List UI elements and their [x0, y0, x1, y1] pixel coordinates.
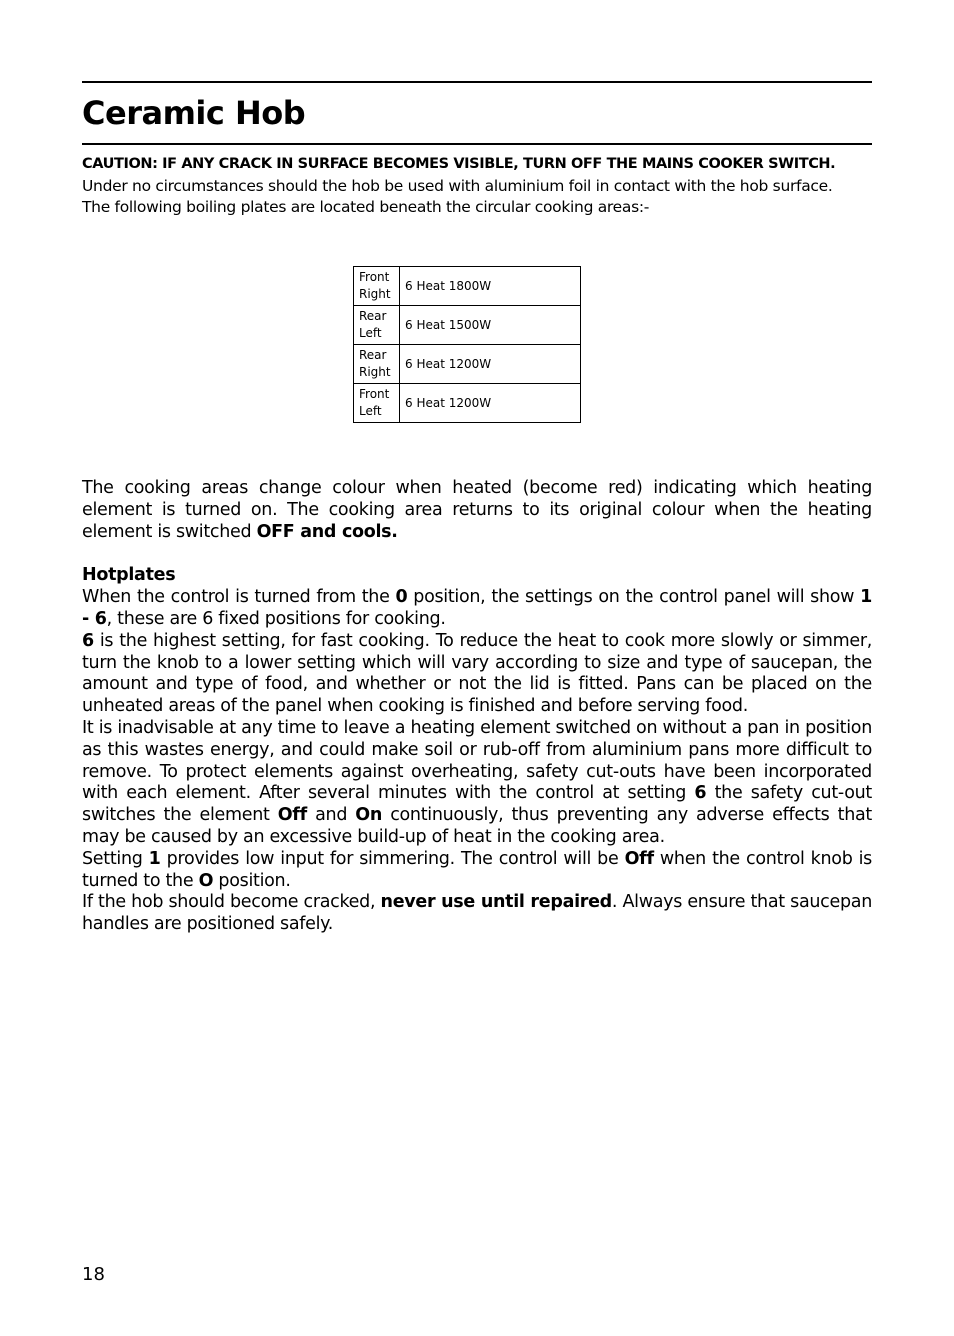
hotplates-paragraph-1: When the control is turned from the 0 position, the settings on the control panel will show 1 - 6, these are 6 fixed positions for cooking.	[82, 587, 872, 629]
top-rule	[82, 81, 872, 83]
intro-section	[82, 154, 872, 219]
page-number: 18	[82, 1264, 105, 1285]
plate-spec: 6 Heat 1200W	[400, 384, 581, 423]
plate-position: Front Left	[354, 384, 400, 423]
hotplates-heading: Hotplates	[82, 565, 176, 586]
title-underline	[82, 143, 872, 145]
hotplates-paragraph-4: Setting 1 provides low input for simmering. The control will be Off when the control knob is turned to the O position.	[82, 848, 872, 891]
foil-warning: Under no circumstances should the hob be used with aluminium foil in contact with the hob surface.	[82, 176, 833, 195]
table-row	[354, 384, 581, 423]
caution-text: CAUTION: IF ANY CRACK IN SURFACE BECOMES VISIBLE, TURN OFF THE MAINS COOKER SWITCH.	[82, 156, 836, 172]
plate-position: Rear Left	[354, 306, 400, 345]
plate-spec: 6 Heat 1200W	[400, 345, 581, 384]
hotplates-paragraph-3: It is inadvisable at any time to leave a heating element switched on without a pan in position as this wastes energy, and could make soil or rub-off from aluminium pans more difficult to remove. To protect elements against overheating, safety cut-outs have been incorporated with each element. After several minutes with the control at setting 6 the safety cut-out switches the element Off and On continuously, thus preventing any adverse effects that may be caused by an excessive build-up of heat in the cooking area.	[82, 717, 872, 847]
colour-change-paragraph: The cooking areas change colour when heated (become red) indicating which heating element is turned on. The cooking area returns to its original colour when the heating element is switched OFF and cools.	[82, 478, 872, 542]
table-row	[354, 306, 581, 345]
plates-intro: The following boiling plates are located beneath the circular cooking areas:-	[82, 198, 650, 216]
hotplates-paragraph-2: 6 is the highest setting, for fast cooking. To reduce the heat to cook more slowly or simmer, turn the knob to a lower setting which will vary according to size and type of saucepan, the amount and type of food, and whether or not the lid is fitted. Pans can be placed on the unheated areas of the panel when cooking is finished and before serving food.	[82, 630, 872, 717]
plate-spec: 6 Heat 1800W	[400, 267, 581, 306]
table-row	[354, 345, 581, 384]
hotplates-paragraph-5: If the hob should become cracked, never use until repaired. Always ensure that saucepan handles are positioned safely.	[82, 892, 872, 935]
page-title: Ceramic Hob	[82, 94, 306, 132]
plate-position: Rear Right	[354, 345, 400, 384]
body-text	[82, 478, 872, 936]
plate-spec: 6 Heat 1500W	[400, 306, 581, 345]
boiling-plates-table	[353, 266, 581, 423]
table-row	[354, 267, 581, 306]
plate-position: Front Right	[354, 267, 400, 306]
